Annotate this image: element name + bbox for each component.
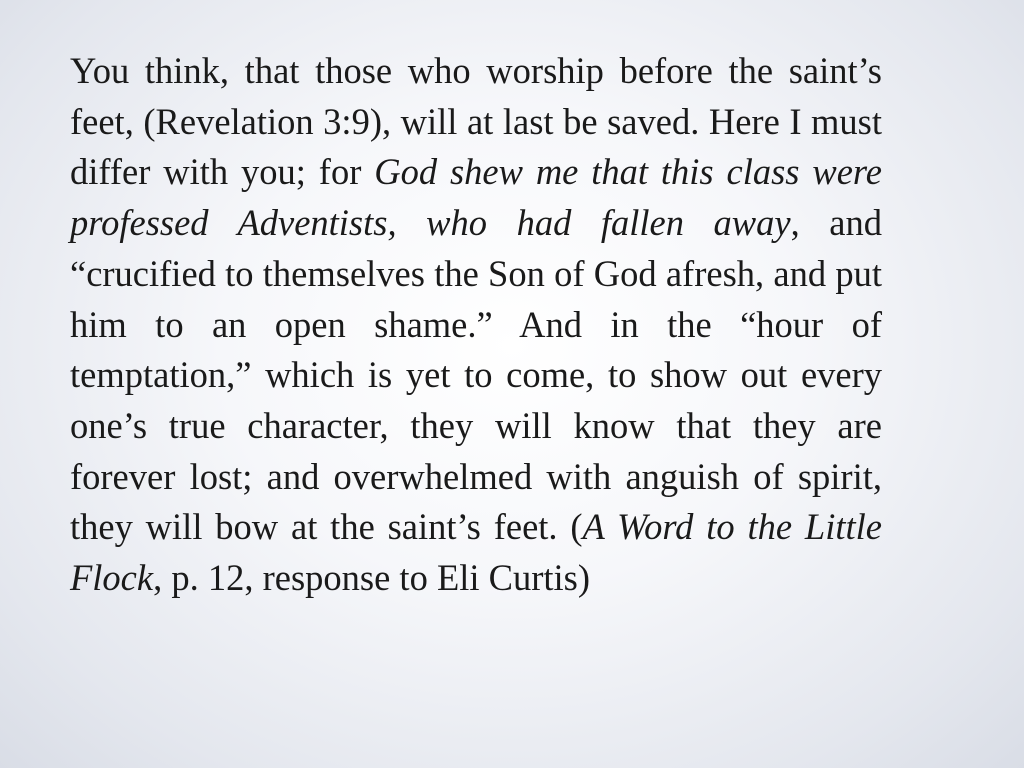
quote-paragraph: [70, 46, 882, 604]
quote-text-part1: You think, that those who worship before the saint’s feet, (Revelation 3:9), will at last be saved. Here I must differ with you; for: [70, 50, 882, 193]
citation-title: A Word to the Little Flock: [70, 506, 882, 599]
citation-details: , p. 12, response to Eli Curtis): [153, 557, 591, 599]
quote-text-part3: , and “crucified to themselves the Son of God afresh, and put him to an open shame.” And in the “hour of temptation,” which is yet to come, to show out every one’s true character, they will know that they are forever lost; and overwhelmed with anguish of spirit, they will bow at the saint’s feet. (: [70, 202, 882, 548]
quote-text-italic: God shew me that this class were professed Adventists, who had fallen away: [70, 151, 882, 244]
